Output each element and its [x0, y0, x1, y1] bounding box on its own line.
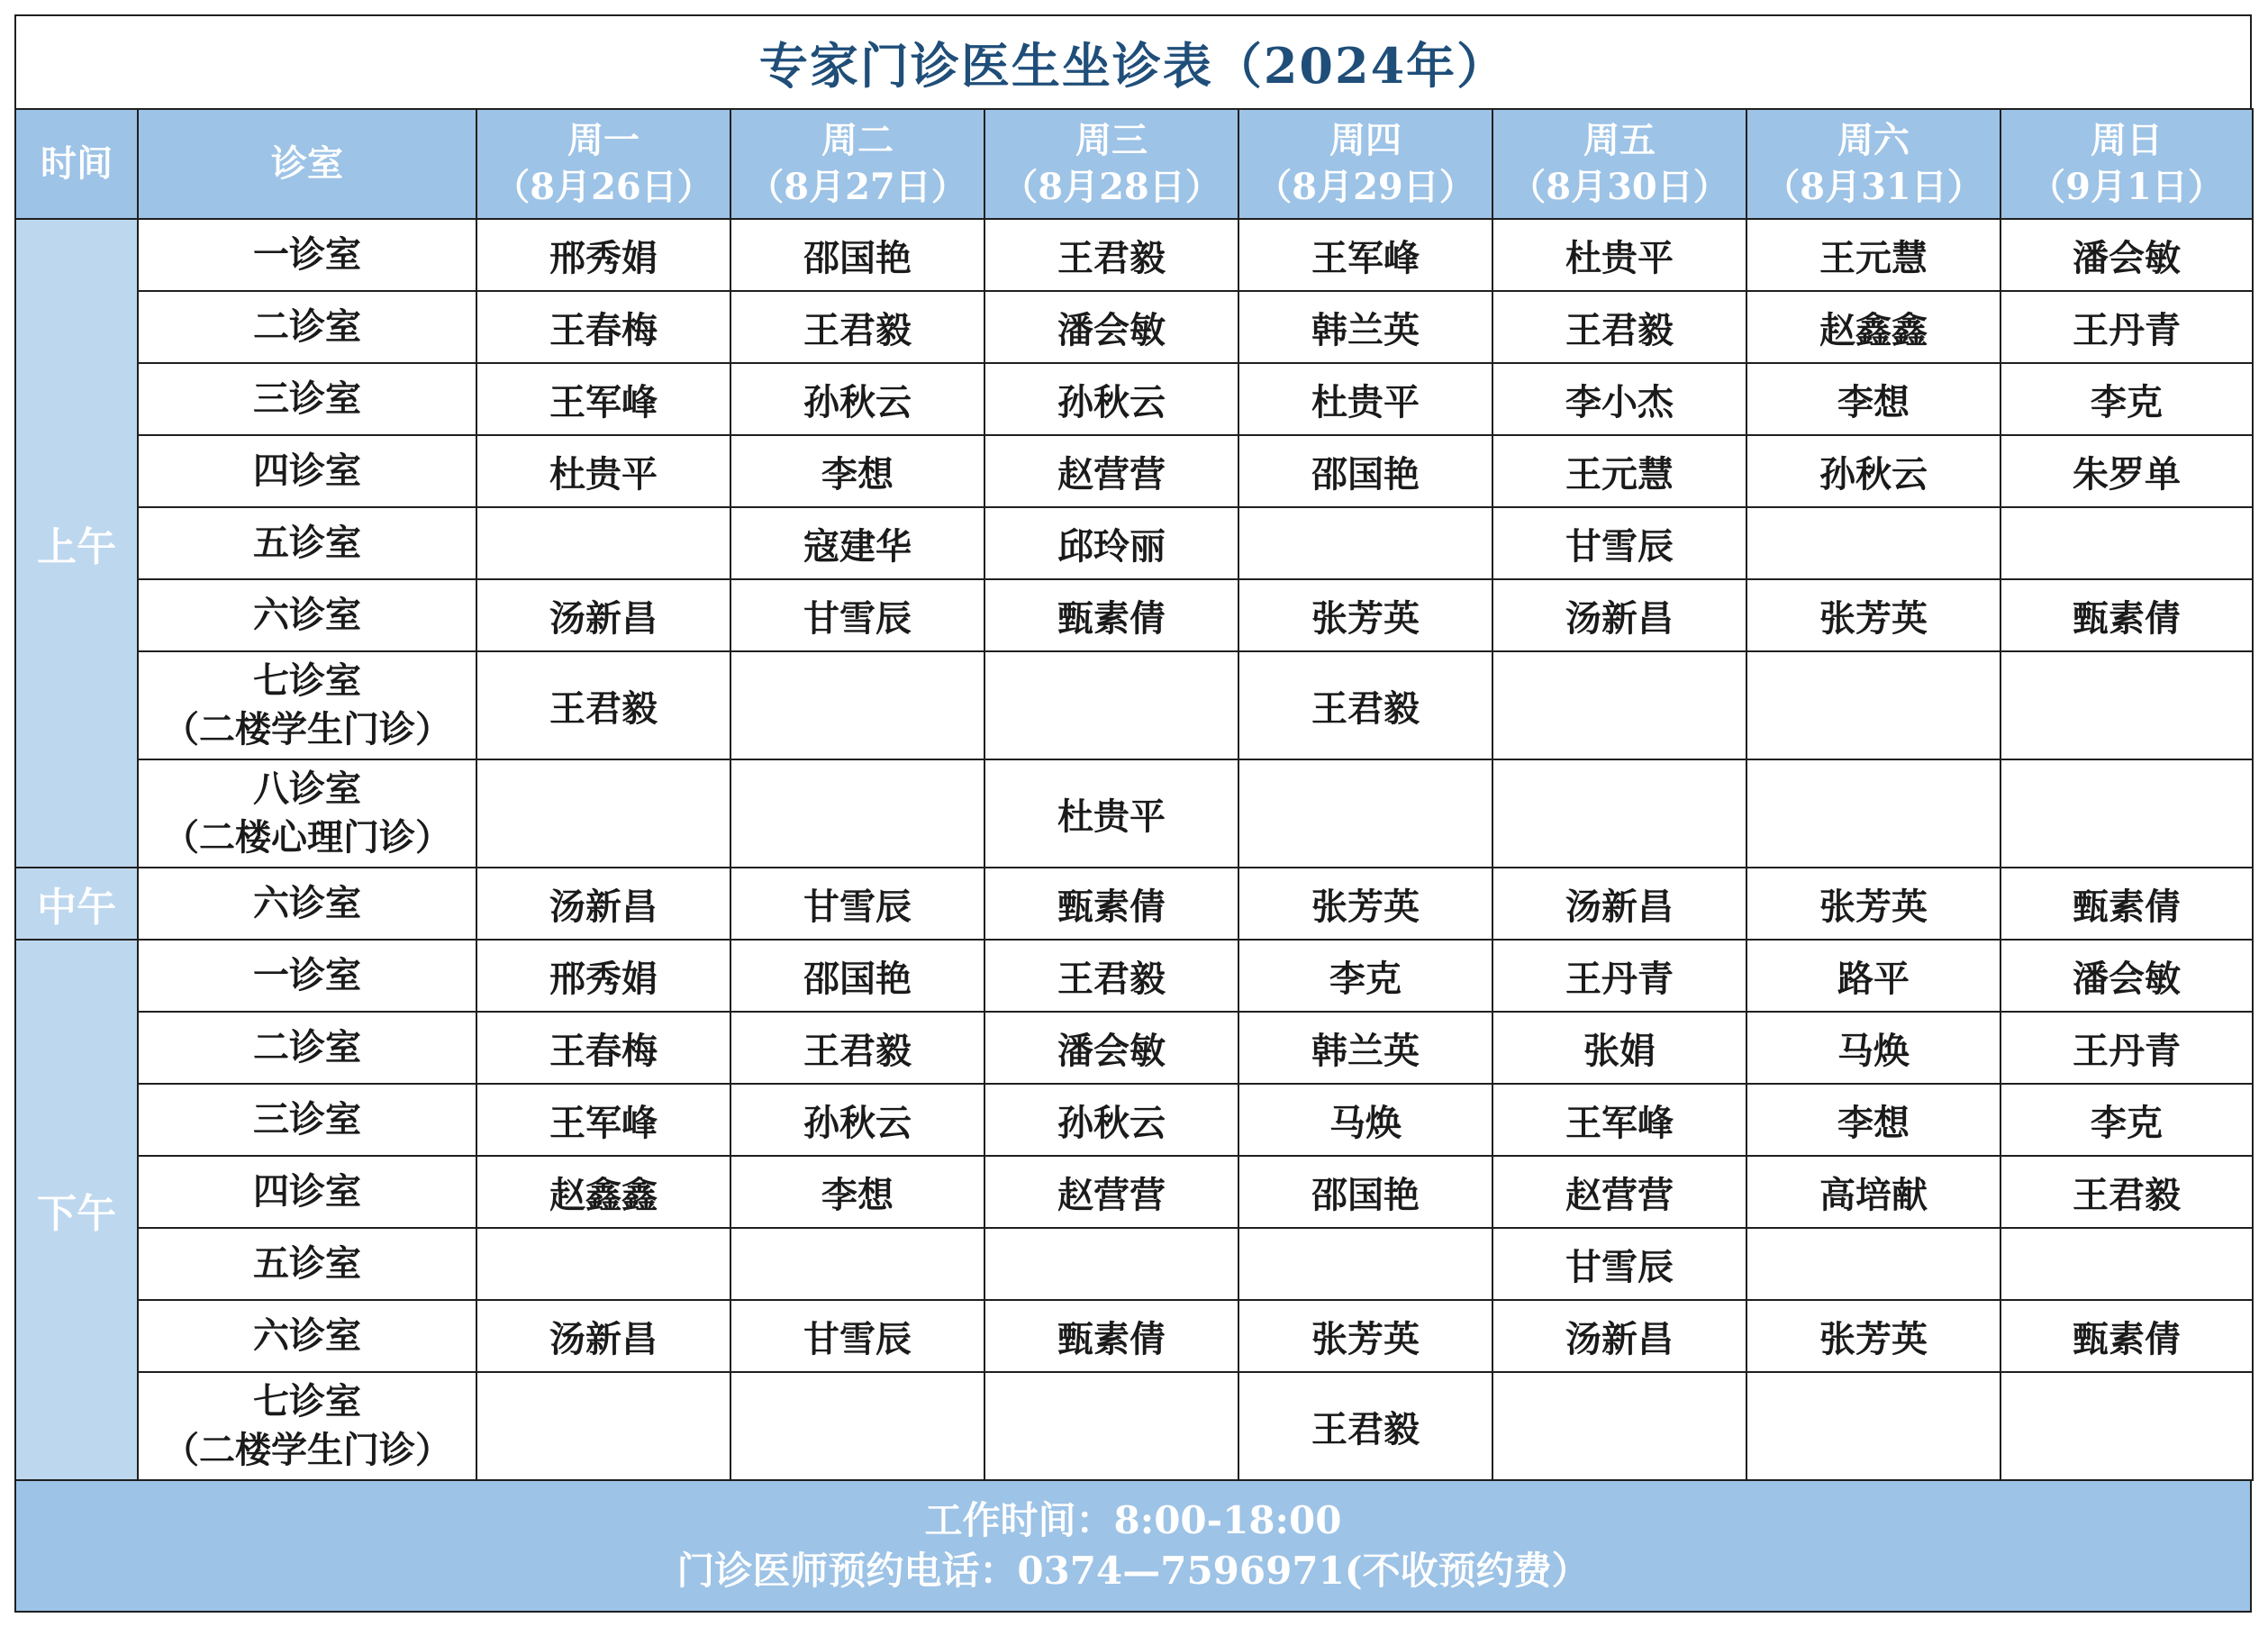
table-row	[15, 219, 2253, 291]
schedule-table	[14, 108, 2254, 1481]
doctor-cell: 赵营营	[984, 1156, 1238, 1228]
day-name: 周三	[1075, 119, 1148, 161]
doctor-cell	[2000, 759, 2253, 868]
schedule-sheet	[14, 14, 2252, 1613]
doctor-cell: 王丹青	[1492, 940, 1746, 1012]
page-title: 专家门诊医生坐诊表（2024年）	[14, 14, 2252, 108]
doctor-cell: 张芳英	[1238, 579, 1492, 651]
doctor-cell: 邵国艳	[730, 219, 984, 291]
doctor-cell: 王丹青	[2000, 291, 2253, 363]
appointment-phone: 门诊医师预约电话：0374—7596971(不收预约费）	[676, 1549, 1590, 1593]
room-cell	[138, 1372, 476, 1480]
doctor-cell: 汤新昌	[476, 579, 730, 651]
doctor-cell: 甄素倩	[984, 579, 1238, 651]
day-date: （8月29日）	[1256, 166, 1475, 208]
room-name: 二诊室	[253, 305, 361, 348]
table-row	[15, 1156, 2253, 1228]
schedule-body	[15, 219, 2253, 1480]
doctor-cell: 甘雪辰	[730, 579, 984, 651]
doctor-cell: 邢秀娟	[476, 219, 730, 291]
room-name: 六诊室	[253, 882, 361, 924]
room-cell	[138, 507, 476, 579]
doctor-cell: 李想	[730, 1156, 984, 1228]
doctor-cell: 甄素倩	[2000, 1300, 2253, 1372]
header-day-thu	[1238, 109, 1492, 219]
room-cell	[138, 940, 476, 1012]
doctor-cell: 王君毅	[1238, 1372, 1492, 1480]
room-name: 三诊室	[253, 1098, 361, 1141]
footer	[14, 1481, 2252, 1613]
doctor-cell: 邱玲丽	[984, 507, 1238, 579]
doctor-cell: 李克	[1238, 940, 1492, 1012]
doctor-cell	[1238, 1228, 1492, 1300]
doctor-cell	[2000, 1228, 2253, 1300]
doctor-cell: 王元慧	[1746, 219, 2000, 291]
doctor-cell	[1746, 507, 2000, 579]
period-label: 中午	[15, 868, 138, 940]
doctor-cell: 王君毅	[1238, 651, 1492, 759]
header-day-tue	[730, 109, 984, 219]
day-name: 周一	[567, 119, 640, 161]
table-row	[15, 1228, 2253, 1300]
table-row	[15, 291, 2253, 363]
doctor-cell	[984, 1372, 1238, 1480]
doctor-cell	[476, 759, 730, 868]
period-label: 上午	[15, 219, 138, 868]
doctor-cell: 邵国艳	[1238, 435, 1492, 507]
table-row	[15, 507, 2253, 579]
doctor-cell: 张芳英	[1238, 1300, 1492, 1372]
doctor-cell	[730, 759, 984, 868]
doctor-cell: 杜贵平	[1492, 219, 1746, 291]
working-hours: 工作时间：8:00-18:00	[924, 1498, 1342, 1542]
day-date: （9月1日）	[2029, 166, 2224, 208]
doctor-cell: 王君毅	[476, 651, 730, 759]
doctor-cell: 甄素倩	[2000, 579, 2253, 651]
table-row	[15, 1084, 2253, 1156]
doctor-cell	[1492, 1372, 1746, 1480]
table-row	[15, 651, 2253, 759]
doctor-cell: 王军峰	[1238, 219, 1492, 291]
table-row	[15, 1372, 2253, 1480]
room-note: （二楼学生门诊）	[163, 1429, 451, 1471]
doctor-cell: 杜贵平	[984, 759, 1238, 868]
doctor-cell: 甄素倩	[984, 1300, 1238, 1372]
room-name: 一诊室	[253, 233, 361, 276]
header-day-sun	[2000, 109, 2253, 219]
day-name: 周日	[2091, 119, 2163, 161]
table-row	[15, 868, 2253, 940]
day-name: 周四	[1329, 119, 1402, 161]
doctor-cell: 李克	[2000, 1084, 2253, 1156]
doctor-cell: 朱罗单	[2000, 435, 2253, 507]
room-cell	[138, 1228, 476, 1300]
doctor-cell: 孙秋云	[730, 363, 984, 435]
day-date: （8月27日）	[748, 166, 967, 208]
room-name: 三诊室	[253, 377, 361, 420]
doctor-cell: 杜贵平	[1238, 363, 1492, 435]
room-name: 四诊室	[253, 1170, 361, 1213]
doctor-cell: 李小杰	[1492, 363, 1746, 435]
doctor-cell: 潘会敏	[984, 291, 1238, 363]
header-day-fri	[1492, 109, 1746, 219]
doctor-cell: 王军峰	[1492, 1084, 1746, 1156]
doctor-cell: 王军峰	[476, 363, 730, 435]
table-row	[15, 435, 2253, 507]
doctor-cell: 汤新昌	[476, 868, 730, 940]
doctor-cell: 张娟	[1492, 1012, 1746, 1084]
doctor-cell: 李克	[2000, 363, 2253, 435]
day-date: （8月26日）	[494, 166, 713, 208]
table-row	[15, 1300, 2253, 1372]
doctor-cell: 汤新昌	[1492, 579, 1746, 651]
doctor-cell	[1238, 507, 1492, 579]
room-name: 六诊室	[253, 594, 361, 636]
doctor-cell	[476, 1372, 730, 1480]
doctor-cell: 韩兰英	[1238, 291, 1492, 363]
doctor-cell: 李想	[1746, 1084, 2000, 1156]
room-name: 七诊室	[253, 1380, 361, 1422]
doctor-cell	[1746, 1372, 2000, 1480]
header-day-mon	[476, 109, 730, 219]
doctor-cell: 高培献	[1746, 1156, 2000, 1228]
header-row	[15, 109, 2253, 219]
doctor-cell: 王君毅	[2000, 1156, 2253, 1228]
doctor-cell: 张芳英	[1746, 579, 2000, 651]
doctor-cell	[2000, 651, 2253, 759]
period-label: 下午	[15, 940, 138, 1480]
room-cell	[138, 579, 476, 651]
table-row	[15, 363, 2253, 435]
room-name: 七诊室	[253, 659, 361, 702]
doctor-cell: 赵鑫鑫	[1746, 291, 2000, 363]
doctor-cell	[730, 1372, 984, 1480]
doctor-cell: 王君毅	[1492, 291, 1746, 363]
doctor-cell: 潘会敏	[2000, 940, 2253, 1012]
doctor-cell: 赵营营	[1492, 1156, 1746, 1228]
doctor-cell: 孙秋云	[984, 363, 1238, 435]
table-row	[15, 579, 2253, 651]
doctor-cell: 甘雪辰	[1492, 507, 1746, 579]
doctor-cell	[984, 1228, 1238, 1300]
doctor-cell: 寇建华	[730, 507, 984, 579]
doctor-cell	[1492, 651, 1746, 759]
doctor-cell: 路平	[1746, 940, 2000, 1012]
table-row	[15, 940, 2253, 1012]
day-date: （8月30日）	[1510, 166, 1729, 208]
day-date: （8月28日）	[1002, 166, 1221, 208]
doctor-cell: 马焕	[1746, 1012, 2000, 1084]
doctor-cell: 甘雪辰	[730, 868, 984, 940]
doctor-cell: 孙秋云	[984, 1084, 1238, 1156]
doctor-cell	[1238, 759, 1492, 868]
doctor-cell: 李想	[730, 435, 984, 507]
doctor-cell: 汤新昌	[1492, 1300, 1746, 1372]
doctor-cell	[1492, 759, 1746, 868]
doctor-cell: 甘雪辰	[1492, 1228, 1746, 1300]
doctor-cell: 汤新昌	[476, 1300, 730, 1372]
day-name: 周二	[821, 119, 894, 161]
doctor-cell: 王春梅	[476, 1012, 730, 1084]
room-cell	[138, 651, 476, 759]
room-name: 五诊室	[253, 522, 361, 564]
room-cell	[138, 1084, 476, 1156]
doctor-cell	[984, 651, 1238, 759]
doctor-cell: 赵营营	[984, 435, 1238, 507]
doctor-cell	[1746, 759, 2000, 868]
doctor-cell: 王军峰	[476, 1084, 730, 1156]
doctor-cell: 王元慧	[1492, 435, 1746, 507]
room-cell	[138, 1012, 476, 1084]
room-name: 二诊室	[253, 1026, 361, 1068]
room-cell	[138, 1156, 476, 1228]
doctor-cell: 孙秋云	[1746, 435, 2000, 507]
doctor-cell: 孙秋云	[730, 1084, 984, 1156]
day-name: 周六	[1837, 119, 1910, 161]
doctor-cell: 张芳英	[1746, 1300, 2000, 1372]
doctor-cell: 张芳英	[1238, 868, 1492, 940]
doctor-cell: 潘会敏	[984, 1012, 1238, 1084]
doctor-cell	[1746, 651, 2000, 759]
doctor-cell: 张芳英	[1746, 868, 2000, 940]
header-room: 诊室	[138, 109, 476, 219]
room-name: 一诊室	[253, 954, 361, 996]
room-name: 八诊室	[253, 768, 361, 810]
room-cell	[138, 868, 476, 940]
room-cell	[138, 219, 476, 291]
doctor-cell: 邵国艳	[1238, 1156, 1492, 1228]
doctor-cell	[476, 507, 730, 579]
doctor-cell: 潘会敏	[2000, 219, 2253, 291]
doctor-cell	[2000, 1372, 2253, 1480]
day-name: 周五	[1583, 119, 1656, 161]
doctor-cell: 韩兰英	[1238, 1012, 1492, 1084]
room-cell	[138, 1300, 476, 1372]
room-name: 六诊室	[253, 1314, 361, 1357]
doctor-cell: 李想	[1746, 363, 2000, 435]
room-cell	[138, 435, 476, 507]
doctor-cell: 甘雪辰	[730, 1300, 984, 1372]
doctor-cell: 甄素倩	[984, 868, 1238, 940]
room-note: （二楼心理门诊）	[163, 816, 451, 859]
doctor-cell: 王丹青	[2000, 1012, 2253, 1084]
doctor-cell: 赵鑫鑫	[476, 1156, 730, 1228]
doctor-cell: 王君毅	[730, 1012, 984, 1084]
doctor-cell: 邢秀娟	[476, 940, 730, 1012]
header-time: 时间	[15, 109, 138, 219]
header-day-wed	[984, 109, 1238, 219]
doctor-cell	[730, 651, 984, 759]
doctor-cell: 邵国艳	[730, 940, 984, 1012]
room-note: （二楼学生门诊）	[163, 708, 451, 750]
room-cell	[138, 363, 476, 435]
doctor-cell: 甄素倩	[2000, 868, 2253, 940]
room-cell	[138, 759, 476, 868]
doctor-cell	[1746, 1228, 2000, 1300]
table-row	[15, 1012, 2253, 1084]
doctor-cell: 王君毅	[984, 219, 1238, 291]
header-day-sat	[1746, 109, 2000, 219]
day-date: （8月31日）	[1764, 166, 1983, 208]
room-name: 四诊室	[253, 450, 361, 492]
doctor-cell: 汤新昌	[1492, 868, 1746, 940]
room-name: 五诊室	[253, 1242, 361, 1285]
doctor-cell	[476, 1228, 730, 1300]
doctor-cell: 马焕	[1238, 1084, 1492, 1156]
doctor-cell: 王君毅	[984, 940, 1238, 1012]
doctor-cell	[2000, 507, 2253, 579]
doctor-cell	[730, 1228, 984, 1300]
table-row	[15, 759, 2253, 868]
doctor-cell: 杜贵平	[476, 435, 730, 507]
doctor-cell: 王君毅	[730, 291, 984, 363]
doctor-cell: 王春梅	[476, 291, 730, 363]
room-cell	[138, 291, 476, 363]
